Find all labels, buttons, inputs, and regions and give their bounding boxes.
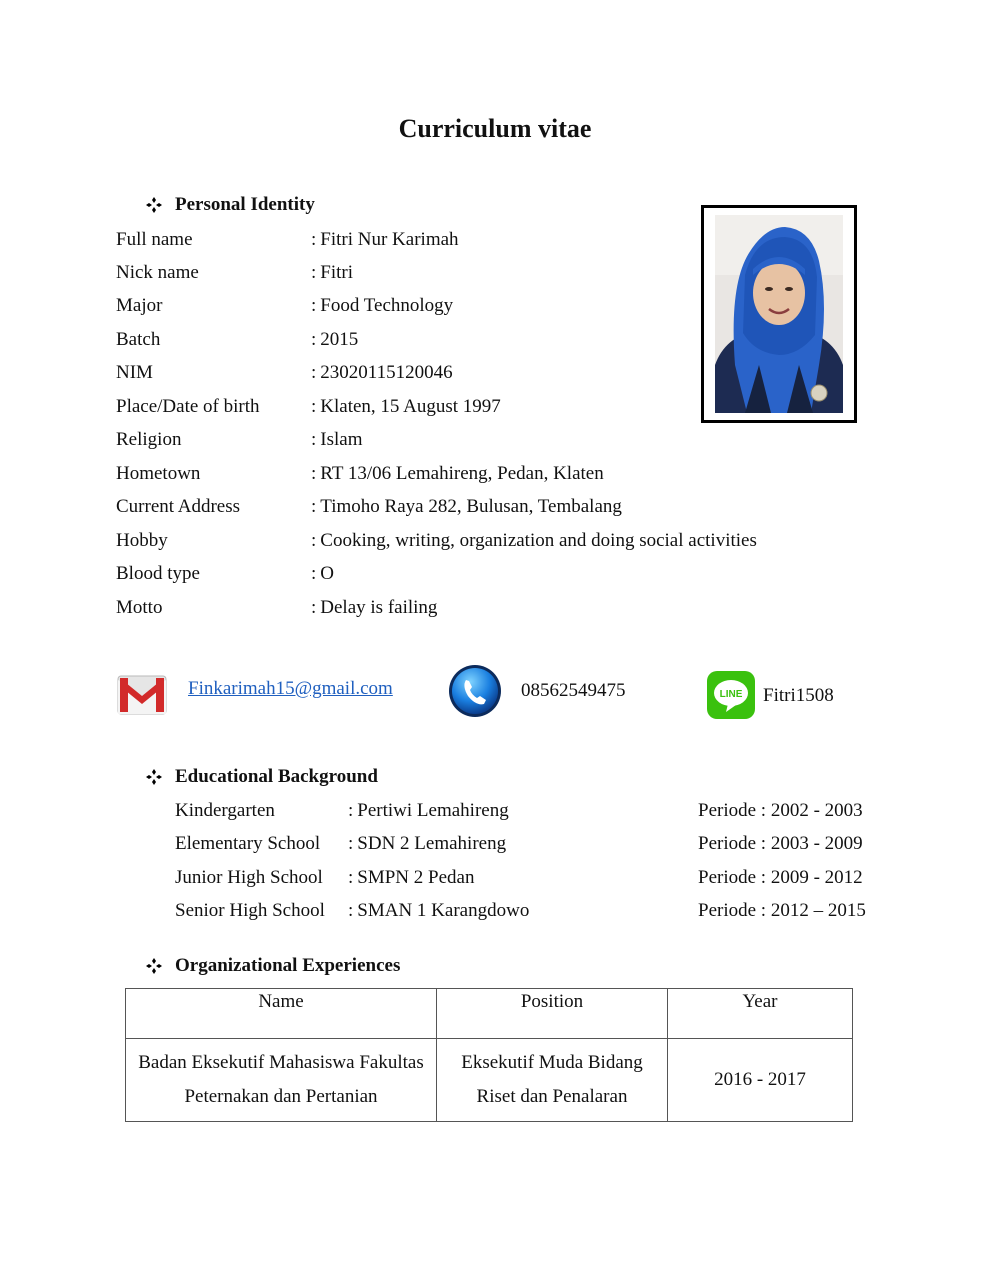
field-value: : Food Technology (311, 295, 454, 316)
section-title: Educational Background (175, 766, 378, 787)
personal-identity-heading (146, 194, 315, 216)
field-label: Nick name (116, 262, 199, 283)
field-label: Motto (116, 597, 163, 618)
field-label: Place/Date of birth (116, 396, 260, 417)
field-value: : 2015 (311, 329, 359, 350)
field-value: : 23020115120046 (311, 362, 453, 383)
education-period: Periode : 2012 – 2015 (698, 900, 866, 921)
organization-position-line: Eksekutif Muda Bidang (461, 1052, 643, 1073)
field-label: Major (116, 295, 163, 316)
field-value: : Cooking, writing, organization and doing social activities (311, 530, 757, 551)
diamond-bullet-icon (146, 197, 162, 213)
education-period: Periode : 2003 - 2009 (698, 833, 863, 854)
organization-name-line: Badan Eksekutif Mahasiswa Fakultas (138, 1052, 424, 1073)
field-value: : Delay is failing (311, 597, 438, 618)
field-label: Full name (116, 229, 193, 250)
education-period: Periode : 2002 - 2003 (698, 800, 863, 821)
education-row (175, 831, 895, 857)
education-heading (146, 766, 378, 788)
organization-name-line: Peternakan dan Pertanian (184, 1086, 378, 1107)
organization-position-cell (437, 1039, 668, 1122)
organization-table (125, 988, 853, 1122)
section-title: Personal Identity (175, 194, 315, 215)
field-label: Blood type (116, 563, 200, 584)
education-row (175, 898, 895, 924)
line-icon (706, 664, 756, 720)
line-id: Fitri1508 (763, 685, 834, 706)
line-logo-text: LINE (719, 689, 743, 700)
diamond-bullet-icon (146, 769, 162, 785)
education-school: : Pertiwi Lemahireng (348, 800, 509, 821)
field-label: Current Address (116, 496, 241, 517)
diamond-bullet-icon (146, 958, 162, 974)
education-school: : SMPN 2 Pedan (348, 867, 475, 888)
field-label: Hobby (116, 530, 168, 551)
field-label: Religion (116, 429, 182, 450)
field-label: Batch (116, 329, 161, 350)
organization-year-cell: 2016 - 2017 (668, 1039, 853, 1122)
table-row (126, 1039, 853, 1122)
organization-heading (146, 955, 400, 977)
email-link[interactable]: Finkarimah15@gmail.com (188, 678, 393, 699)
page-title: Curriculum vitae (398, 114, 592, 143)
organization-name-cell (126, 1039, 437, 1122)
field-value: : RT 13/06 Lemahireng, Pedan, Klaten (311, 463, 604, 484)
table-header-row (126, 989, 853, 1039)
field-value: : Fitri Nur Karimah (311, 229, 459, 250)
profile-photo (715, 215, 843, 413)
field-value: : O (311, 563, 335, 584)
column-header-name: Name (126, 989, 437, 1039)
education-level: Senior High School (175, 900, 325, 921)
phone-number: 08562549475 (521, 680, 626, 701)
education-row (175, 798, 895, 824)
education-level: Elementary School (175, 833, 321, 854)
education-school: : SMAN 1 Karangdowo (348, 900, 530, 921)
education-period: Periode : 2009 - 2012 (698, 867, 863, 888)
education-school: : SDN 2 Lemahireng (348, 833, 507, 854)
education-level: Junior High School (175, 867, 323, 888)
field-value: : Timoho Raya 282, Bulusan, Tembalang (311, 496, 622, 517)
field-value: : Fitri (311, 262, 354, 283)
field-label: NIM (116, 362, 153, 383)
section-title: Organizational Experiences (175, 955, 401, 976)
column-header-position: Position (437, 989, 668, 1039)
phone-icon (446, 664, 504, 720)
profile-photo-frame (701, 205, 857, 423)
field-value: : Islam (311, 429, 363, 450)
organization-position-line: Riset dan Penalaran (476, 1086, 628, 1107)
education-row (175, 865, 895, 891)
column-header-year: Year (668, 989, 853, 1039)
field-value: : Klaten, 15 August 1997 (311, 396, 501, 417)
field-label: Hometown (116, 463, 201, 484)
education-level: Kindergarten (175, 800, 275, 821)
gmail-icon (116, 664, 170, 720)
